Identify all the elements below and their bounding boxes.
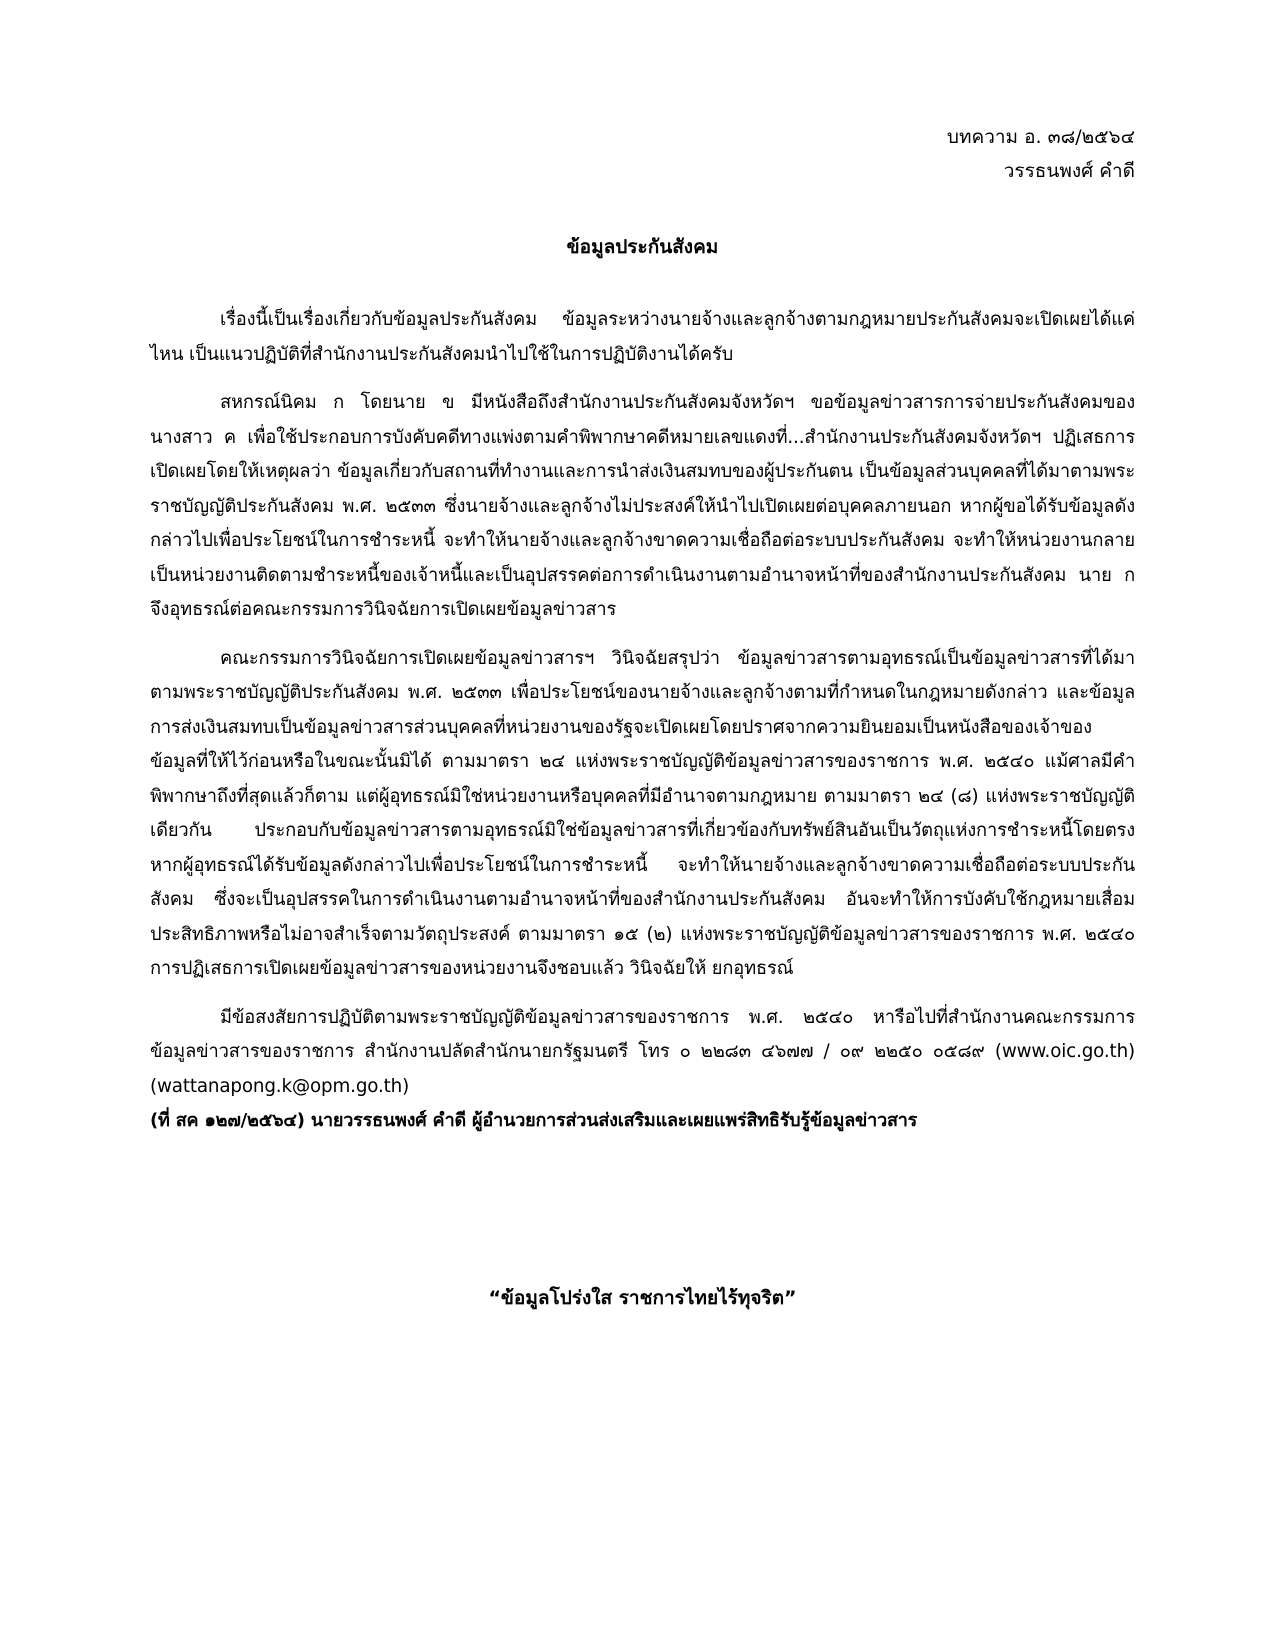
paragraph-facts: สหกรณ์นิคม ก โดยนาย ข มีหนังสือถึงสำนักงานประกันสังคมจังหวัดฯ ขอข้อมูลข่าวสารการจ่ายประกันสังคมของนางสาว ค เพื่อใช้ประกอบการบังคับคดีทางแพ่งตามคำพิพากษาคดีหมายเลขแดงที่...สำนักงานประกันสังคมจังหวัดฯ ปฏิเสธการเปิดเผยโดยให้เหตุผลว่า ข้อมูลเกี่ยวกับสถานที่ทำงานและการนำส่งเงินสมทบของผู้ประกันตน เป็นข้อมูลส่วนบุคคลที่ได้มาตามพระราชบัญญัติประกันสังคม พ.ศ. ๒๕๓๓ ซึ่งนายจ้างและลูกจ้างไม่ประสงค์ให้นำไปเปิดเผยต่อบุคคลภายนอก หากผู้ขอได้รับข้อมูลดังกล่าวไปเพื่อประโยชน์ในการชำระหนี้ จะทำให้นายจ้างและลูกจ้างขาดความเชื่อถือต่อระบบประกันสังคม จะทำให้หน่วยงานกลายเป็นหน่วยงานติดตามชำระหนี้ของเจ้าหนี้และเป็นอุปสรรคต่อการดำเนินงานตามอำนาจหน้าที่ของสำนักงานประกันสังคม นาย ก จึงอุทธรณ์ต่อคณะกรรมการวินิจฉัยการเปิดเผยข้อมูลข่าวสาร xyxy=(150,392,1135,620)
article-author: วรรธนพงศ์ คำดี xyxy=(1003,160,1135,182)
paragraph-contact: มีข้อสงสัยการปฏิบัติตามพระราชบัญญัติข้อมูลข่าวสารของราชการ พ.ศ. ๒๕๔๐ หารือไปที่สำนักงานคณะกรรมการข้อมูลข่าวสารของราชการ สำนักงานปลัดสำนักนายกรัฐมนตรี โทร ๐ ๒๒๘๓ ๔๖๗๗ / ๐๙ ๒๒๕๐ ๐๕๘๙ (www.oic.go.th) (wattanapong.k@opm.go.th) xyxy=(150,1006,1135,1097)
article-header xyxy=(947,120,1135,188)
article-number: บทความ อ. ๓๘/๒๕๖๔ xyxy=(946,126,1135,148)
document-body xyxy=(150,303,1135,1138)
slogan: “ข้อมูลโปร่งใส ราชการไทยไร้ทุจริต” xyxy=(488,1287,797,1309)
document-title: ข้อมูลประกันสังคม xyxy=(566,236,719,258)
paragraph-intro: เรื่องนี้เป็นเรื่องเกี่ยวกับข้อมูลประกันสังคม ข้อมูลระหว่างนายจ้างและลูกจ้างตามกฎหมายประกันสังคมจะเปิดเผยได้แค่ไหน เป็นแนวปฏิบัติที่สำนักงานประกันสังคมนำไปใช้ในการปฏิบัติงานได้ครับ xyxy=(150,309,1135,365)
paragraph-decision: คณะกรรมการวินิจฉัยการเปิดเผยข้อมูลข่าวสารฯ วินิจฉัยสรุปว่า ข้อมูลข่าวสารตามอุทธรณ์เป็นข้อมูลข่าวสารที่ได้มาตามพระราชบัญญัติประกันสังคม พ.ศ. ๒๕๓๓ เพื่อประโยชน์ของนายจ้างและลูกจ้างตามที่กำหนดในกฎหมายดังกล่าว และข้อมูลการส่งเงินสมทบเป็นข้อมูลข่าวสารส่วนบุคคลที่หน่วยงานของรัฐจะเปิดเผยโดยปราศจากความยินยอมเป็นหนังสือของเจ้าของข้อมูลที่ให้ไว้ก่อนหรือในขณะนั้นมิได้ ตามมาตรา ๒๔ แห่งพระราชบัญญัติข้อมูลข่าวสารของราชการ พ.ศ. ๒๕๔๐ แม้ศาลมีคำพิพากษาถึงที่สุดแล้วก็ตาม แต่ผู้อุทธรณ์มิใช่หน่วยงานหรือบุคคลที่มีอำนาจตามกฎหมาย ตามมาตรา ๒๔ (๘) แห่งพระราชบัญญัติเดียวกัน ประกอบกับข้อมูลข่าวสารตามอุทธรณ์มิใช่ข้อมูลข่าวสารที่เกี่ยวข้องกับทรัพย์สินอันเป็นวัตถุแห่งการชำระหนี้โดยตรง หากผู้อุทธรณ์ได้รับข้อมูลดังกล่าวไปเพื่อประโยชน์ในการชำระหนี้ จะทำให้นายจ้างและลูกจ้างขาดความเชื่อถือต่อระบบประกันสังคม ซึ่งจะเป็นอุปสรรคในการดำเนินงานตามอำนาจหน้าที่ของสำนักงานประกันสังคม อันจะทำให้การบังคับใช้กฎหมายเสื่อมประสิทธิภาพหรือไม่อาจสำเร็จตามวัตถุประสงค์ ตามมาตรา ๑๕ (๒) แห่งพระราชบัญญัติข้อมูลข่าวสารของราชการ พ.ศ. ๒๕๔๐ การปฏิเสธการเปิดเผยข้อมูลข่าวสารของหน่วยงานจึงชอบแล้ว วินิจฉัยให้ ยกอุทธรณ์ xyxy=(150,647,1135,979)
reference-line: (ที่ สค ๑๒๗/๒๕๖๔) นายวรรธนพงศ์ คำดี ผู้อำนวยการส่วนส่งเสริมและเผยแพร่สิทธิรับรู้ข้อมูลข่าวสาร xyxy=(150,1110,918,1131)
document-page xyxy=(150,0,1135,1650)
